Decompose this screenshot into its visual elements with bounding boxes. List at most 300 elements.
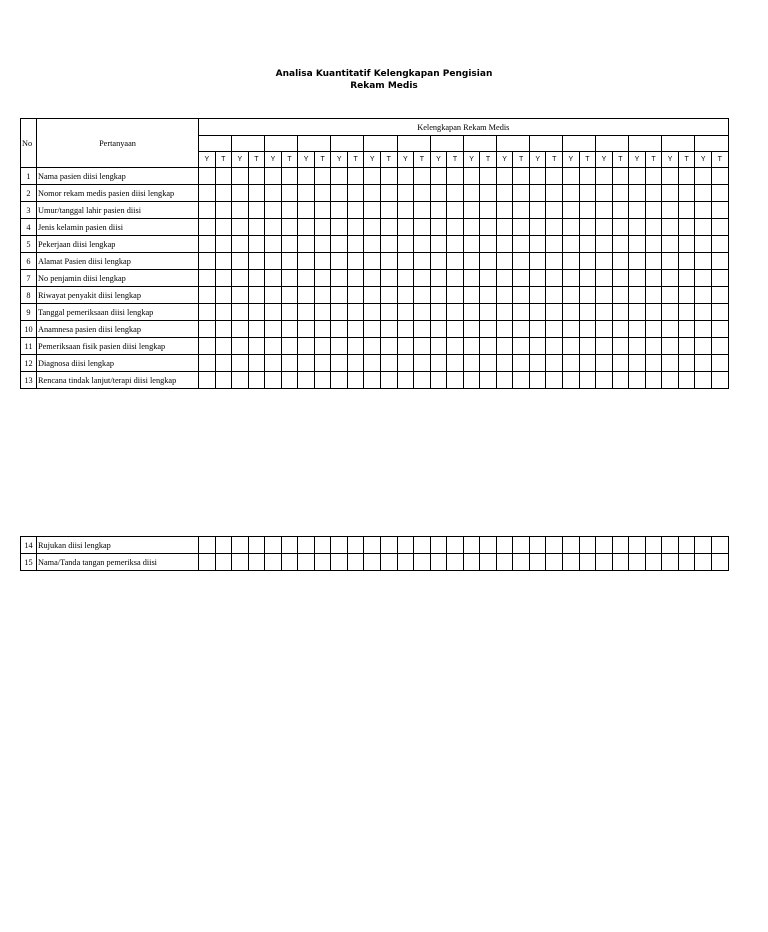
check-cell-t[interactable] xyxy=(678,554,695,571)
check-cell-t[interactable] xyxy=(414,355,431,372)
check-cell-t[interactable] xyxy=(711,304,728,321)
check-cell-y[interactable] xyxy=(199,372,216,389)
check-cell-y[interactable] xyxy=(232,321,249,338)
check-cell-y[interactable] xyxy=(199,287,216,304)
check-cell-y[interactable] xyxy=(662,537,679,554)
check-cell-t[interactable] xyxy=(447,168,464,185)
check-cell-t[interactable] xyxy=(215,236,232,253)
check-cell-t[interactable] xyxy=(645,554,662,571)
check-cell-t[interactable] xyxy=(215,304,232,321)
check-cell-y[interactable] xyxy=(496,304,513,321)
check-cell-y[interactable] xyxy=(430,338,447,355)
check-cell-t[interactable] xyxy=(314,554,331,571)
check-cell-t[interactable] xyxy=(314,270,331,287)
check-cell-t[interactable] xyxy=(248,287,265,304)
check-cell-y[interactable] xyxy=(496,554,513,571)
check-cell-t[interactable] xyxy=(381,287,398,304)
check-cell-t[interactable] xyxy=(414,537,431,554)
check-cell-y[interactable] xyxy=(629,270,646,287)
check-cell-y[interactable] xyxy=(331,304,348,321)
check-cell-y[interactable] xyxy=(662,185,679,202)
check-cell-y[interactable] xyxy=(662,372,679,389)
check-cell-t[interactable] xyxy=(546,185,563,202)
check-cell-y[interactable] xyxy=(463,321,480,338)
check-cell-t[interactable] xyxy=(381,304,398,321)
check-cell-t[interactable] xyxy=(347,168,364,185)
check-cell-y[interactable] xyxy=(463,372,480,389)
check-cell-t[interactable] xyxy=(414,168,431,185)
check-cell-y[interactable] xyxy=(265,537,282,554)
check-cell-y[interactable] xyxy=(298,219,315,236)
check-cell-t[interactable] xyxy=(314,185,331,202)
check-cell-t[interactable] xyxy=(447,338,464,355)
check-cell-y[interactable] xyxy=(695,287,712,304)
check-cell-t[interactable] xyxy=(215,253,232,270)
check-cell-t[interactable] xyxy=(248,338,265,355)
check-cell-y[interactable] xyxy=(563,236,580,253)
check-cell-y[interactable] xyxy=(629,168,646,185)
check-cell-y[interactable] xyxy=(232,372,249,389)
check-cell-t[interactable] xyxy=(381,168,398,185)
check-cell-t[interactable] xyxy=(248,321,265,338)
check-cell-y[interactable] xyxy=(596,372,613,389)
check-cell-y[interactable] xyxy=(265,554,282,571)
check-cell-t[interactable] xyxy=(215,270,232,287)
check-cell-y[interactable] xyxy=(662,338,679,355)
check-cell-t[interactable] xyxy=(414,270,431,287)
check-cell-y[interactable] xyxy=(430,253,447,270)
check-cell-y[interactable] xyxy=(496,236,513,253)
check-cell-t[interactable] xyxy=(414,554,431,571)
check-cell-y[interactable] xyxy=(629,219,646,236)
check-cell-y[interactable] xyxy=(331,236,348,253)
check-cell-y[interactable] xyxy=(596,554,613,571)
check-cell-y[interactable] xyxy=(397,554,414,571)
check-cell-t[interactable] xyxy=(480,185,497,202)
check-cell-t[interactable] xyxy=(314,355,331,372)
check-cell-t[interactable] xyxy=(248,355,265,372)
check-cell-y[interactable] xyxy=(232,338,249,355)
check-cell-t[interactable] xyxy=(513,554,530,571)
check-cell-y[interactable] xyxy=(695,202,712,219)
check-cell-y[interactable] xyxy=(695,270,712,287)
check-cell-y[interactable] xyxy=(430,270,447,287)
check-cell-y[interactable] xyxy=(265,355,282,372)
check-cell-t[interactable] xyxy=(447,372,464,389)
check-cell-t[interactable] xyxy=(678,287,695,304)
check-cell-y[interactable] xyxy=(364,168,381,185)
check-cell-y[interactable] xyxy=(596,219,613,236)
check-cell-t[interactable] xyxy=(381,537,398,554)
check-cell-t[interactable] xyxy=(546,287,563,304)
check-cell-t[interactable] xyxy=(480,304,497,321)
check-cell-y[interactable] xyxy=(695,321,712,338)
check-cell-y[interactable] xyxy=(364,372,381,389)
check-cell-t[interactable] xyxy=(480,270,497,287)
check-cell-t[interactable] xyxy=(248,537,265,554)
check-cell-y[interactable] xyxy=(529,185,546,202)
check-cell-y[interactable] xyxy=(364,219,381,236)
check-cell-t[interactable] xyxy=(414,287,431,304)
check-cell-t[interactable] xyxy=(645,537,662,554)
check-cell-y[interactable] xyxy=(397,270,414,287)
check-cell-t[interactable] xyxy=(645,355,662,372)
check-cell-y[interactable] xyxy=(265,372,282,389)
check-cell-y[interactable] xyxy=(265,219,282,236)
check-cell-t[interactable] xyxy=(347,355,364,372)
check-cell-y[interactable] xyxy=(662,355,679,372)
check-cell-t[interactable] xyxy=(711,372,728,389)
check-cell-t[interactable] xyxy=(579,554,596,571)
check-cell-y[interactable] xyxy=(397,219,414,236)
check-cell-y[interactable] xyxy=(463,537,480,554)
check-cell-t[interactable] xyxy=(513,270,530,287)
check-cell-y[interactable] xyxy=(695,253,712,270)
check-cell-y[interactable] xyxy=(563,219,580,236)
check-cell-y[interactable] xyxy=(331,253,348,270)
check-cell-y[interactable] xyxy=(463,253,480,270)
check-cell-t[interactable] xyxy=(314,321,331,338)
check-cell-t[interactable] xyxy=(546,202,563,219)
check-cell-t[interactable] xyxy=(381,355,398,372)
check-cell-t[interactable] xyxy=(645,253,662,270)
check-cell-y[interactable] xyxy=(662,304,679,321)
check-cell-t[interactable] xyxy=(612,253,629,270)
check-cell-y[interactable] xyxy=(199,270,216,287)
check-cell-t[interactable] xyxy=(612,554,629,571)
check-cell-y[interactable] xyxy=(629,185,646,202)
check-cell-y[interactable] xyxy=(364,338,381,355)
check-cell-y[interactable] xyxy=(629,287,646,304)
check-cell-t[interactable] xyxy=(546,270,563,287)
check-cell-t[interactable] xyxy=(579,185,596,202)
check-cell-y[interactable] xyxy=(331,202,348,219)
check-cell-y[interactable] xyxy=(331,219,348,236)
check-cell-y[interactable] xyxy=(232,537,249,554)
check-cell-y[interactable] xyxy=(232,355,249,372)
check-cell-t[interactable] xyxy=(645,185,662,202)
check-cell-y[interactable] xyxy=(596,321,613,338)
check-cell-y[interactable] xyxy=(364,355,381,372)
check-cell-y[interactable] xyxy=(463,185,480,202)
check-cell-t[interactable] xyxy=(711,253,728,270)
check-cell-t[interactable] xyxy=(248,253,265,270)
check-cell-y[interactable] xyxy=(265,185,282,202)
check-cell-y[interactable] xyxy=(364,287,381,304)
check-cell-t[interactable] xyxy=(215,372,232,389)
check-cell-t[interactable] xyxy=(711,321,728,338)
check-cell-y[interactable] xyxy=(662,270,679,287)
check-cell-t[interactable] xyxy=(513,168,530,185)
check-cell-t[interactable] xyxy=(248,372,265,389)
check-cell-t[interactable] xyxy=(480,253,497,270)
check-cell-t[interactable] xyxy=(645,372,662,389)
check-cell-t[interactable] xyxy=(414,304,431,321)
check-cell-y[interactable] xyxy=(563,338,580,355)
check-cell-t[interactable] xyxy=(678,355,695,372)
check-cell-t[interactable] xyxy=(711,202,728,219)
check-cell-y[interactable] xyxy=(265,236,282,253)
check-cell-y[interactable] xyxy=(496,287,513,304)
check-cell-t[interactable] xyxy=(711,168,728,185)
check-cell-y[interactable] xyxy=(463,554,480,571)
check-cell-t[interactable] xyxy=(381,219,398,236)
check-cell-t[interactable] xyxy=(248,219,265,236)
check-cell-t[interactable] xyxy=(546,304,563,321)
check-cell-y[interactable] xyxy=(298,185,315,202)
check-cell-y[interactable] xyxy=(496,202,513,219)
check-cell-t[interactable] xyxy=(513,202,530,219)
check-cell-t[interactable] xyxy=(711,270,728,287)
check-cell-t[interactable] xyxy=(281,372,298,389)
check-cell-y[interactable] xyxy=(496,168,513,185)
check-cell-y[interactable] xyxy=(496,338,513,355)
check-cell-y[interactable] xyxy=(695,355,712,372)
check-cell-t[interactable] xyxy=(347,537,364,554)
check-cell-y[interactable] xyxy=(463,304,480,321)
check-cell-y[interactable] xyxy=(529,168,546,185)
check-cell-t[interactable] xyxy=(281,554,298,571)
check-cell-y[interactable] xyxy=(463,219,480,236)
check-cell-t[interactable] xyxy=(281,202,298,219)
check-cell-y[interactable] xyxy=(496,537,513,554)
check-cell-t[interactable] xyxy=(281,338,298,355)
check-cell-y[interactable] xyxy=(199,253,216,270)
check-cell-t[interactable] xyxy=(347,236,364,253)
check-cell-y[interactable] xyxy=(397,372,414,389)
check-cell-y[interactable] xyxy=(596,270,613,287)
check-cell-t[interactable] xyxy=(678,304,695,321)
check-cell-t[interactable] xyxy=(546,253,563,270)
check-cell-t[interactable] xyxy=(381,372,398,389)
check-cell-t[interactable] xyxy=(546,537,563,554)
check-cell-y[interactable] xyxy=(629,236,646,253)
check-cell-y[interactable] xyxy=(364,304,381,321)
check-cell-y[interactable] xyxy=(529,219,546,236)
check-cell-y[interactable] xyxy=(430,236,447,253)
check-cell-t[interactable] xyxy=(579,270,596,287)
check-cell-t[interactable] xyxy=(281,287,298,304)
check-cell-y[interactable] xyxy=(563,537,580,554)
check-cell-t[interactable] xyxy=(579,253,596,270)
check-cell-t[interactable] xyxy=(612,185,629,202)
check-cell-y[interactable] xyxy=(397,537,414,554)
check-cell-t[interactable] xyxy=(513,372,530,389)
check-cell-t[interactable] xyxy=(579,202,596,219)
check-cell-y[interactable] xyxy=(199,537,216,554)
check-cell-y[interactable] xyxy=(529,236,546,253)
check-cell-t[interactable] xyxy=(248,270,265,287)
check-cell-y[interactable] xyxy=(695,185,712,202)
check-cell-t[interactable] xyxy=(447,202,464,219)
check-cell-y[interactable] xyxy=(364,554,381,571)
check-cell-t[interactable] xyxy=(281,236,298,253)
check-cell-t[interactable] xyxy=(546,321,563,338)
check-cell-y[interactable] xyxy=(463,202,480,219)
check-cell-y[interactable] xyxy=(232,168,249,185)
check-cell-t[interactable] xyxy=(248,185,265,202)
check-cell-t[interactable] xyxy=(612,287,629,304)
check-cell-t[interactable] xyxy=(281,185,298,202)
check-cell-t[interactable] xyxy=(480,219,497,236)
check-cell-t[interactable] xyxy=(480,355,497,372)
check-cell-t[interactable] xyxy=(414,185,431,202)
check-cell-t[interactable] xyxy=(645,168,662,185)
check-cell-y[interactable] xyxy=(298,321,315,338)
check-cell-y[interactable] xyxy=(331,168,348,185)
check-cell-y[interactable] xyxy=(265,338,282,355)
check-cell-t[interactable] xyxy=(447,236,464,253)
check-cell-y[interactable] xyxy=(397,253,414,270)
check-cell-y[interactable] xyxy=(529,338,546,355)
check-cell-y[interactable] xyxy=(496,270,513,287)
check-cell-y[interactable] xyxy=(331,185,348,202)
check-cell-y[interactable] xyxy=(529,287,546,304)
check-cell-t[interactable] xyxy=(281,355,298,372)
check-cell-t[interactable] xyxy=(579,355,596,372)
check-cell-t[interactable] xyxy=(215,355,232,372)
check-cell-y[interactable] xyxy=(563,253,580,270)
check-cell-y[interactable] xyxy=(463,168,480,185)
check-cell-y[interactable] xyxy=(629,554,646,571)
check-cell-y[interactable] xyxy=(430,372,447,389)
check-cell-y[interactable] xyxy=(596,287,613,304)
check-cell-y[interactable] xyxy=(397,304,414,321)
check-cell-t[interactable] xyxy=(645,270,662,287)
check-cell-t[interactable] xyxy=(248,304,265,321)
check-cell-y[interactable] xyxy=(596,304,613,321)
check-cell-t[interactable] xyxy=(513,185,530,202)
check-cell-y[interactable] xyxy=(563,355,580,372)
check-cell-t[interactable] xyxy=(711,338,728,355)
check-cell-y[interactable] xyxy=(563,202,580,219)
check-cell-y[interactable] xyxy=(529,304,546,321)
check-cell-t[interactable] xyxy=(381,253,398,270)
check-cell-t[interactable] xyxy=(579,287,596,304)
check-cell-t[interactable] xyxy=(347,321,364,338)
check-cell-y[interactable] xyxy=(563,168,580,185)
check-cell-y[interactable] xyxy=(529,202,546,219)
check-cell-y[interactable] xyxy=(397,338,414,355)
check-cell-y[interactable] xyxy=(563,185,580,202)
check-cell-y[interactable] xyxy=(265,202,282,219)
check-cell-y[interactable] xyxy=(364,537,381,554)
check-cell-t[interactable] xyxy=(281,219,298,236)
check-cell-y[interactable] xyxy=(629,321,646,338)
check-cell-y[interactable] xyxy=(232,554,249,571)
check-cell-t[interactable] xyxy=(645,236,662,253)
check-cell-y[interactable] xyxy=(298,168,315,185)
check-cell-y[interactable] xyxy=(232,236,249,253)
check-cell-t[interactable] xyxy=(513,338,530,355)
check-cell-t[interactable] xyxy=(314,537,331,554)
check-cell-t[interactable] xyxy=(579,219,596,236)
check-cell-y[interactable] xyxy=(463,236,480,253)
check-cell-y[interactable] xyxy=(298,372,315,389)
check-cell-t[interactable] xyxy=(612,355,629,372)
check-cell-y[interactable] xyxy=(430,287,447,304)
check-cell-t[interactable] xyxy=(381,321,398,338)
check-cell-t[interactable] xyxy=(678,236,695,253)
check-cell-t[interactable] xyxy=(546,554,563,571)
check-cell-t[interactable] xyxy=(347,372,364,389)
check-cell-y[interactable] xyxy=(629,253,646,270)
check-cell-y[interactable] xyxy=(430,537,447,554)
check-cell-y[interactable] xyxy=(298,270,315,287)
check-cell-y[interactable] xyxy=(662,253,679,270)
check-cell-t[interactable] xyxy=(281,537,298,554)
check-cell-y[interactable] xyxy=(596,168,613,185)
check-cell-y[interactable] xyxy=(629,338,646,355)
check-cell-t[interactable] xyxy=(314,287,331,304)
check-cell-t[interactable] xyxy=(215,219,232,236)
check-cell-t[interactable] xyxy=(711,185,728,202)
check-cell-t[interactable] xyxy=(281,270,298,287)
check-cell-t[interactable] xyxy=(281,253,298,270)
check-cell-y[interactable] xyxy=(563,287,580,304)
check-cell-y[interactable] xyxy=(199,168,216,185)
check-cell-y[interactable] xyxy=(662,236,679,253)
check-cell-t[interactable] xyxy=(678,270,695,287)
check-cell-t[interactable] xyxy=(347,338,364,355)
check-cell-y[interactable] xyxy=(695,537,712,554)
check-cell-t[interactable] xyxy=(480,338,497,355)
check-cell-t[interactable] xyxy=(579,236,596,253)
check-cell-y[interactable] xyxy=(463,287,480,304)
check-cell-t[interactable] xyxy=(381,554,398,571)
check-cell-y[interactable] xyxy=(563,270,580,287)
check-cell-t[interactable] xyxy=(612,304,629,321)
check-cell-t[interactable] xyxy=(414,372,431,389)
check-cell-y[interactable] xyxy=(298,537,315,554)
check-cell-t[interactable] xyxy=(347,287,364,304)
check-cell-t[interactable] xyxy=(711,287,728,304)
check-cell-t[interactable] xyxy=(579,372,596,389)
check-cell-t[interactable] xyxy=(645,338,662,355)
check-cell-y[interactable] xyxy=(199,338,216,355)
check-cell-t[interactable] xyxy=(215,185,232,202)
check-cell-t[interactable] xyxy=(347,219,364,236)
check-cell-t[interactable] xyxy=(381,202,398,219)
check-cell-t[interactable] xyxy=(612,168,629,185)
check-cell-t[interactable] xyxy=(612,219,629,236)
check-cell-t[interactable] xyxy=(414,236,431,253)
check-cell-y[interactable] xyxy=(430,202,447,219)
check-cell-t[interactable] xyxy=(513,287,530,304)
check-cell-y[interactable] xyxy=(364,185,381,202)
check-cell-y[interactable] xyxy=(529,253,546,270)
check-cell-y[interactable] xyxy=(629,537,646,554)
check-cell-t[interactable] xyxy=(546,168,563,185)
check-cell-y[interactable] xyxy=(629,202,646,219)
check-cell-y[interactable] xyxy=(430,355,447,372)
check-cell-y[interactable] xyxy=(629,355,646,372)
check-cell-y[interactable] xyxy=(331,338,348,355)
check-cell-y[interactable] xyxy=(199,554,216,571)
check-cell-y[interactable] xyxy=(430,185,447,202)
check-cell-y[interactable] xyxy=(364,321,381,338)
check-cell-t[interactable] xyxy=(480,537,497,554)
check-cell-t[interactable] xyxy=(281,321,298,338)
check-cell-y[interactable] xyxy=(199,219,216,236)
check-cell-t[interactable] xyxy=(314,253,331,270)
check-cell-t[interactable] xyxy=(546,372,563,389)
check-cell-t[interactable] xyxy=(215,338,232,355)
check-cell-y[interactable] xyxy=(232,202,249,219)
check-cell-y[interactable] xyxy=(265,321,282,338)
check-cell-y[interactable] xyxy=(265,270,282,287)
check-cell-t[interactable] xyxy=(480,287,497,304)
